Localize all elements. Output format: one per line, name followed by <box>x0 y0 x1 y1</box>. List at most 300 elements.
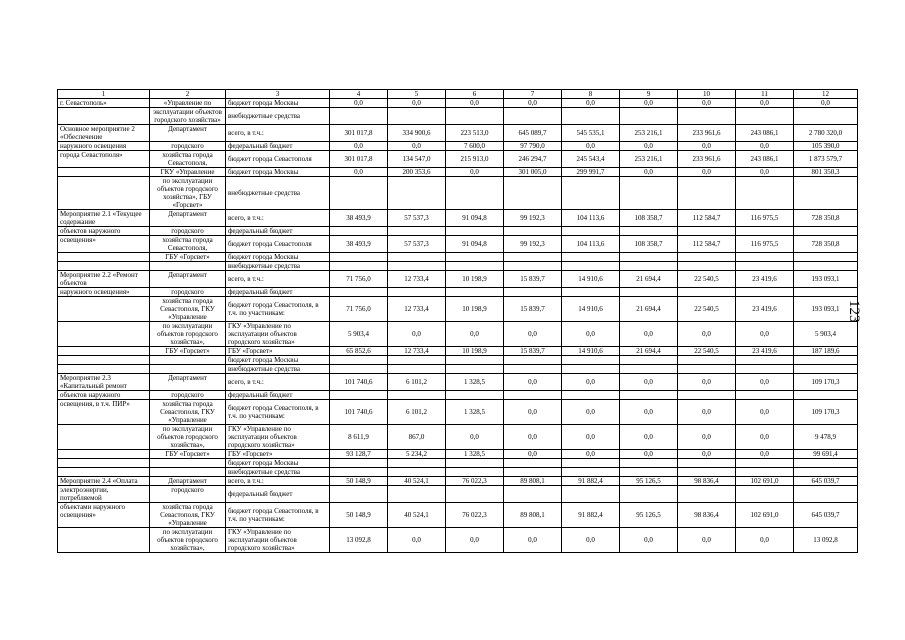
amount-cell: 0,0 <box>388 142 446 151</box>
amount-cell: 728 350,8 <box>794 236 858 253</box>
amount-cell <box>736 253 794 262</box>
amount-cell: 645 089,7 <box>504 125 562 142</box>
column-number-row <box>58 90 858 99</box>
funding-source-cell: ГКУ «Управление по эксплуатации объектов городского хозяйства» <box>226 322 330 347</box>
amount-cell <box>620 356 678 365</box>
amount-cell: 0,0 <box>504 528 562 553</box>
amount-cell: 95 126,5 <box>620 503 678 528</box>
funding-source-cell: бюджет города Москвы <box>226 99 330 108</box>
measure-name-cell: освещения» <box>58 236 150 253</box>
amount-cell: 0,0 <box>736 142 794 151</box>
measure-name-cell: наружного освещения <box>58 142 150 151</box>
executor-cell: ГКУ «Управление <box>150 168 226 177</box>
amount-cell: 0,0 <box>330 168 388 177</box>
executor-cell: ГБУ «Горсвет» <box>150 347 226 356</box>
amount-cell: 104 113,6 <box>562 210 620 227</box>
amount-cell: 645 039,7 <box>794 503 858 528</box>
amount-cell: 91 882,4 <box>562 477 620 486</box>
executor-cell: городского <box>150 391 226 400</box>
table-row <box>58 271 858 288</box>
amount-cell <box>620 262 678 271</box>
measure-name-cell <box>58 528 150 553</box>
amount-cell <box>736 459 794 468</box>
amount-cell <box>678 486 736 503</box>
amount-cell <box>736 365 794 374</box>
executor-cell <box>150 356 226 365</box>
amount-cell: 301 005,0 <box>504 168 562 177</box>
amount-cell <box>736 391 794 400</box>
amount-cell: 95 126,5 <box>620 477 678 486</box>
amount-cell: 0,0 <box>620 528 678 553</box>
table-row <box>58 99 858 108</box>
amount-cell <box>388 391 446 400</box>
executor-cell <box>150 459 226 468</box>
column-number-header: 10 <box>678 90 736 99</box>
amount-cell <box>446 177 504 210</box>
funding-source-cell: бюджет города Севастополя <box>226 236 330 253</box>
amount-cell: 0,0 <box>504 374 562 391</box>
amount-cell: 0,0 <box>678 528 736 553</box>
amount-cell <box>620 365 678 374</box>
amount-cell <box>794 459 858 468</box>
amount-cell <box>446 108 504 125</box>
amount-cell <box>794 177 858 210</box>
amount-cell: 193 093,1 <box>794 297 858 322</box>
amount-cell: 0,0 <box>678 322 736 347</box>
column-number-header: 4 <box>330 90 388 99</box>
amount-cell: 10 198,9 <box>446 297 504 322</box>
executor-cell: хозяйства города Севастополя, <box>150 151 226 168</box>
funding-source-cell: всего, в т.ч.: <box>226 374 330 391</box>
amount-cell: 99 192,3 <box>504 210 562 227</box>
amount-cell: 12 733,4 <box>388 271 446 288</box>
amount-cell: 76 022,3 <box>446 503 504 528</box>
amount-cell <box>794 288 858 297</box>
executor-cell: эксплуатации объектов городского хозяйства» <box>150 108 226 125</box>
executor-cell: ГБУ «Горсвет» <box>150 450 226 459</box>
executor-cell: Департамент <box>150 125 226 142</box>
amount-cell <box>330 288 388 297</box>
amount-cell: 9 478,9 <box>794 425 858 450</box>
funding-source-cell: бюджет города Севастополя <box>226 151 330 168</box>
funding-source-cell: бюджет города Севастополя, в т.ч. по участникам: <box>226 503 330 528</box>
amount-cell <box>678 177 736 210</box>
amount-cell <box>794 356 858 365</box>
measure-name-cell: Мероприятие 2.3 «Капитальный ремонт <box>58 374 150 391</box>
amount-cell <box>504 253 562 262</box>
amount-cell <box>330 177 388 210</box>
funding-source-cell: бюджет города Москвы <box>226 253 330 262</box>
amount-cell: 10 198,9 <box>446 347 504 356</box>
amount-cell <box>504 356 562 365</box>
amount-cell <box>330 253 388 262</box>
column-number-header: 2 <box>150 90 226 99</box>
table-body <box>58 99 858 553</box>
amount-cell <box>678 262 736 271</box>
amount-cell: 38 493,9 <box>330 210 388 227</box>
amount-cell: 0,0 <box>562 322 620 347</box>
amount-cell <box>562 177 620 210</box>
funding-source-cell: ГКУ «Управление по эксплуатации объектов городского хозяйства» <box>226 425 330 450</box>
table-row <box>58 322 858 347</box>
executor-cell: хозяйства города Севастополя, ГКУ «Управление <box>150 503 226 528</box>
amount-cell: 0,0 <box>388 99 446 108</box>
amount-cell: 0,0 <box>678 450 736 459</box>
amount-cell <box>504 365 562 374</box>
table-row <box>58 253 858 262</box>
amount-cell: 0,0 <box>388 322 446 347</box>
amount-cell: 0,0 <box>562 400 620 425</box>
amount-cell <box>330 459 388 468</box>
amount-cell: 0,0 <box>678 142 736 151</box>
amount-cell: 0,0 <box>736 450 794 459</box>
table-row <box>58 459 858 468</box>
amount-cell <box>330 262 388 271</box>
amount-cell: 0,0 <box>736 99 794 108</box>
table-row <box>58 142 858 151</box>
amount-cell: 21 694,4 <box>620 271 678 288</box>
measure-name-cell: электроэнергии, потребляемой <box>58 486 150 503</box>
amount-cell: 243 086,1 <box>736 125 794 142</box>
executor-cell <box>150 468 226 477</box>
amount-cell <box>446 288 504 297</box>
table-row <box>58 262 858 271</box>
executor-cell: Департамент <box>150 374 226 391</box>
amount-cell: 97 790,0 <box>504 142 562 151</box>
amount-cell: 21 694,4 <box>620 297 678 322</box>
amount-cell: 0,0 <box>620 374 678 391</box>
amount-cell <box>620 108 678 125</box>
funding-source-cell: всего, в т.ч.: <box>226 477 330 486</box>
amount-cell: 193 093,1 <box>794 271 858 288</box>
amount-cell: 5 234,2 <box>388 450 446 459</box>
measure-name-cell: объектов наружного <box>58 391 150 400</box>
measure-name-cell <box>58 450 150 459</box>
amount-cell <box>446 365 504 374</box>
executor-cell: ГБУ «Горсвет» <box>150 253 226 262</box>
amount-cell <box>620 177 678 210</box>
amount-cell: 71 756,0 <box>330 271 388 288</box>
amount-cell <box>562 108 620 125</box>
amount-cell: 334 900,6 <box>388 125 446 142</box>
measure-name-cell: Основное мероприятие 2 «Обеспечение <box>58 125 150 142</box>
table-row <box>58 210 858 227</box>
amount-cell: 243 086,1 <box>736 151 794 168</box>
amount-cell: 233 961,6 <box>678 125 736 142</box>
amount-cell <box>504 108 562 125</box>
amount-cell: 22 540,5 <box>678 347 736 356</box>
page-number: 123 <box>846 300 862 323</box>
amount-cell: 867,0 <box>388 425 446 450</box>
funding-source-cell: внебюджетные средства <box>226 177 330 210</box>
amount-cell: 6 101,2 <box>388 400 446 425</box>
measure-name-cell: Мероприятие 2.4 «Оплата <box>58 477 150 486</box>
executor-cell: по эксплуатации объектов городского хозяйства», ГБУ «Горсвет» <box>150 177 226 210</box>
amount-cell <box>446 262 504 271</box>
measure-name-cell: г. Севастополь» <box>58 99 150 108</box>
amount-cell: 0,0 <box>620 322 678 347</box>
amount-cell: 15 839,7 <box>504 347 562 356</box>
column-number-header: 12 <box>794 90 858 99</box>
amount-cell: 1 328,5 <box>446 374 504 391</box>
amount-cell: 0,0 <box>388 528 446 553</box>
amount-cell <box>736 227 794 236</box>
amount-cell <box>794 227 858 236</box>
amount-cell: 99 691,4 <box>794 450 858 459</box>
amount-cell <box>794 253 858 262</box>
column-number-header: 1 <box>58 90 150 99</box>
amount-cell: 0,0 <box>446 99 504 108</box>
amount-cell: 0,0 <box>504 400 562 425</box>
amount-cell: 0,0 <box>562 99 620 108</box>
executor-cell: городского <box>150 288 226 297</box>
measure-name-cell: объектов наружного <box>58 227 150 236</box>
funding-source-cell: внебюджетные средства <box>226 108 330 125</box>
executor-cell: Департамент <box>150 477 226 486</box>
amount-cell: 0,0 <box>504 99 562 108</box>
column-number-header: 8 <box>562 90 620 99</box>
amount-cell: 109 170,3 <box>794 374 858 391</box>
amount-cell: 0,0 <box>736 322 794 347</box>
table-row <box>58 227 858 236</box>
table-row <box>58 297 858 322</box>
column-number-header: 6 <box>446 90 504 99</box>
amount-cell <box>736 356 794 365</box>
executor-cell: хозяйства города Севастополя, <box>150 236 226 253</box>
amount-cell <box>678 288 736 297</box>
funding-source-cell: бюджет города Москвы <box>226 356 330 365</box>
table-row <box>58 151 858 168</box>
amount-cell: 0,0 <box>678 374 736 391</box>
amount-cell: 728 350,8 <box>794 210 858 227</box>
amount-cell <box>620 253 678 262</box>
funding-source-cell: ГКУ «Управление по эксплуатации объектов городского хозяйства» <box>226 528 330 553</box>
budget-table <box>57 89 858 553</box>
table-row <box>58 425 858 450</box>
amount-cell <box>562 253 620 262</box>
amount-cell: 13 092,8 <box>330 528 388 553</box>
amount-cell <box>504 227 562 236</box>
amount-cell: 0,0 <box>620 425 678 450</box>
amount-cell: 801 350,3 <box>794 168 858 177</box>
executor-cell <box>150 365 226 374</box>
amount-cell: 50 148,9 <box>330 477 388 486</box>
amount-cell: 12 733,4 <box>388 347 446 356</box>
amount-cell: 57 537,3 <box>388 236 446 253</box>
amount-cell: 0,0 <box>562 374 620 391</box>
amount-cell: 10 198,9 <box>446 271 504 288</box>
amount-cell: 108 358,7 <box>620 210 678 227</box>
amount-cell: 299 991,7 <box>562 168 620 177</box>
amount-cell: 112 584,7 <box>678 236 736 253</box>
amount-cell <box>562 288 620 297</box>
table-row <box>58 125 858 142</box>
amount-cell: 200 353,6 <box>388 168 446 177</box>
amount-cell <box>620 468 678 477</box>
amount-cell: 0,0 <box>562 142 620 151</box>
amount-cell: 57 537,3 <box>388 210 446 227</box>
amount-cell <box>446 391 504 400</box>
amount-cell: 253 216,1 <box>620 151 678 168</box>
executor-cell: по эксплуатации объектов городского хозяйства», <box>150 322 226 347</box>
measure-name-cell <box>58 425 150 450</box>
amount-cell: 223 513,0 <box>446 125 504 142</box>
amount-cell: 8 611,9 <box>330 425 388 450</box>
measure-name-cell <box>58 459 150 468</box>
table-row <box>58 108 858 125</box>
amount-cell <box>388 365 446 374</box>
amount-cell <box>504 177 562 210</box>
amount-cell: 0,0 <box>330 142 388 151</box>
amount-cell <box>620 227 678 236</box>
measure-name-cell <box>58 168 150 177</box>
amount-cell <box>388 459 446 468</box>
executor-cell: городского <box>150 227 226 236</box>
amount-cell: 545 535,1 <box>562 125 620 142</box>
amount-cell <box>562 262 620 271</box>
amount-cell <box>388 288 446 297</box>
amount-cell: 101 740,6 <box>330 374 388 391</box>
amount-cell <box>504 262 562 271</box>
table-row <box>58 356 858 365</box>
funding-source-cell: федеральный бюджет <box>226 227 330 236</box>
amount-cell: 91 094,8 <box>446 236 504 253</box>
amount-cell: 38 493,9 <box>330 236 388 253</box>
measure-name-cell <box>58 253 150 262</box>
amount-cell <box>736 468 794 477</box>
amount-cell: 0,0 <box>446 168 504 177</box>
amount-cell <box>388 108 446 125</box>
funding-source-cell: внебюджетные средства <box>226 262 330 271</box>
amount-cell: 13 092,8 <box>794 528 858 553</box>
amount-cell <box>562 365 620 374</box>
amount-cell: 1 328,5 <box>446 450 504 459</box>
column-number-header: 3 <box>226 90 330 99</box>
amount-cell <box>794 391 858 400</box>
amount-cell <box>446 253 504 262</box>
amount-cell: 0,0 <box>446 528 504 553</box>
amount-cell <box>620 288 678 297</box>
measure-name-cell <box>58 177 150 210</box>
amount-cell: 0,0 <box>504 450 562 459</box>
amount-cell: 0,0 <box>678 400 736 425</box>
amount-cell <box>736 108 794 125</box>
amount-cell: 134 547,0 <box>388 151 446 168</box>
table-row <box>58 468 858 477</box>
amount-cell <box>446 486 504 503</box>
amount-cell: 15 839,7 <box>504 297 562 322</box>
amount-cell: 91 094,8 <box>446 210 504 227</box>
amount-cell <box>504 459 562 468</box>
executor-cell: хозяйства города Севастополя, ГКУ «Управление <box>150 297 226 322</box>
funding-source-cell: федеральный бюджет <box>226 391 330 400</box>
amount-cell: 15 839,7 <box>504 271 562 288</box>
amount-cell: 23 419,6 <box>736 297 794 322</box>
amount-cell: 0,0 <box>504 425 562 450</box>
amount-cell: 5 903,4 <box>794 322 858 347</box>
table-row <box>58 528 858 553</box>
amount-cell: 0,0 <box>446 322 504 347</box>
amount-cell: 645 039,7 <box>794 477 858 486</box>
measure-name-cell <box>58 347 150 356</box>
amount-cell <box>330 356 388 365</box>
amount-cell <box>678 253 736 262</box>
amount-cell: 0,0 <box>736 168 794 177</box>
amount-cell: 0,0 <box>794 99 858 108</box>
amount-cell: 93 128,7 <box>330 450 388 459</box>
amount-cell <box>620 459 678 468</box>
amount-cell <box>562 227 620 236</box>
measure-name-cell <box>58 108 150 125</box>
amount-cell: 0,0 <box>330 99 388 108</box>
amount-cell <box>388 177 446 210</box>
amount-cell <box>388 253 446 262</box>
amount-cell <box>620 391 678 400</box>
amount-cell: 246 294,7 <box>504 151 562 168</box>
amount-cell <box>330 227 388 236</box>
amount-cell: 233 961,6 <box>678 151 736 168</box>
amount-cell <box>330 365 388 374</box>
table-row <box>58 288 858 297</box>
amount-cell: 0,0 <box>446 425 504 450</box>
amount-cell: 104 113,6 <box>562 236 620 253</box>
funding-source-cell: федеральный бюджет <box>226 486 330 503</box>
amount-cell: 7 600,0 <box>446 142 504 151</box>
amount-cell <box>620 486 678 503</box>
amount-cell <box>504 391 562 400</box>
amount-cell <box>388 356 446 365</box>
amount-cell <box>388 486 446 503</box>
amount-cell: 65 852,6 <box>330 347 388 356</box>
amount-cell <box>446 468 504 477</box>
amount-cell: 71 756,0 <box>330 297 388 322</box>
amount-cell <box>446 459 504 468</box>
table-row <box>58 486 858 503</box>
table-row <box>58 400 858 425</box>
amount-cell <box>330 391 388 400</box>
measure-name-cell <box>58 365 150 374</box>
executor-cell: по эксплуатации объектов городского хозяйства», <box>150 528 226 553</box>
amount-cell: 23 419,6 <box>736 271 794 288</box>
table-row <box>58 503 858 528</box>
amount-cell: 301 017,8 <box>330 151 388 168</box>
amount-cell <box>678 227 736 236</box>
table-row <box>58 450 858 459</box>
amount-cell: 0,0 <box>678 425 736 450</box>
executor-cell: «Управление по <box>150 99 226 108</box>
measure-name-cell <box>58 322 150 347</box>
amount-cell <box>736 177 794 210</box>
amount-cell <box>794 486 858 503</box>
amount-cell: 12 733,4 <box>388 297 446 322</box>
amount-cell: 101 740,6 <box>330 400 388 425</box>
table-row <box>58 168 858 177</box>
column-number-header: 7 <box>504 90 562 99</box>
amount-cell: 105 390,0 <box>794 142 858 151</box>
measure-name-cell <box>58 262 150 271</box>
funding-source-cell: бюджет города Москвы <box>226 168 330 177</box>
amount-cell <box>562 459 620 468</box>
amount-cell: 91 882,4 <box>562 503 620 528</box>
amount-cell: 0,0 <box>736 528 794 553</box>
executor-cell: Департамент <box>150 210 226 227</box>
table-row <box>58 177 858 210</box>
amount-cell: 301 017,8 <box>330 125 388 142</box>
funding-source-cell: бюджет города Севастополя, в т.ч. по участникам: <box>226 297 330 322</box>
amount-cell: 76 022,3 <box>446 477 504 486</box>
amount-cell: 0,0 <box>562 425 620 450</box>
amount-cell <box>736 262 794 271</box>
